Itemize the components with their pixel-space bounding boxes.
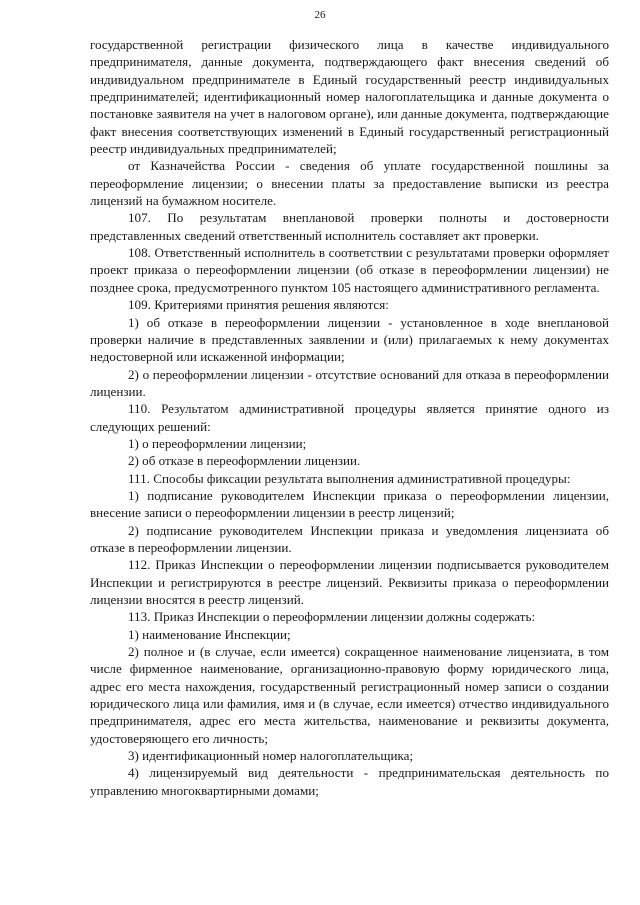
paragraph-108: 108. Ответственный исполнитель в соответствии с результатами проверки оформляет проект приказа о переоформлении лицензии (об отказе в переоформлении лицензии) не позднее срока, предусмотренного пунктом 105 настоящего административного регламента.: [90, 245, 609, 295]
document-body: [90, 36, 609, 799]
paragraph-continuation: государственной регистрации физического лица в качестве индивидуального предпринимателя, данные документа, подтверждающего факт внесения сведений об индивидуальном предпринимателе в Единый государственный реестр индивидуальных предпринимателей; идентификационный номер налогоплательщика и данные документа о постановке заявителя на учет в налоговом органе), или данные документа, подтверждающие факт внесения соответствующих изменений в Единый государственный регистрационный реестр индивидуальных предпринимателей;: [90, 37, 609, 157]
list-item: 1) наименование Инспекции;: [128, 626, 291, 642]
list-item: 1) подписание руководителем Инспекции приказа о переоформлении лицензии, внесение записи о переоформлении лицензии в реестр лицензий;: [90, 487, 609, 521]
list-item: 2) полное и (в случае, если имеется) сокращенное наименование лицензиата, в том числе фирменное наименование, организационно-правовую форму юридического лица, адрес его места нахождения, государственный регистрационный номер записи о создании юридического лица или фамилия, имя и (в случае, если имеется) отчество индивидуального предпринимателя, адрес его места жительства, наименование и реквизиты документа, удостоверяющего его личность;: [90, 644, 609, 746]
list-item: 3) идентификационный номер налогоплательщика;: [128, 748, 414, 764]
paragraph-112: 112. Приказ Инспекции о переоформлении лицензии подписывается руководителем Инспекции и регистрируются в реестре лицензий. Реквизиты приказа о переоформлении лицензии вносятся в реестр лицензий.: [90, 557, 609, 607]
paragraph-109: 109. Критериями принятия решения являются:: [128, 297, 389, 313]
list-item: 1) о переоформлении лицензии;: [128, 435, 307, 451]
paragraph-107: 107. По результатам внеплановой проверки полноты и достоверности представленных сведений ответственный исполнитель составляет акт проверки.: [90, 210, 609, 243]
list-item: 1) об отказе в переоформлении лицензии - установленное в ходе внеплановой проверки наличие в представленных заявлении и (или) прилагаемых к нему документах недостоверной или искаженной информации;: [90, 314, 609, 365]
page-number: 26: [314, 9, 326, 21]
list-item: 2) подписание руководителем Инспекции приказа и уведомления лицензиата об отказе в переоформлении лицензии.: [90, 522, 609, 555]
paragraph-113: 113. Приказ Инспекции о переоформлении лицензии должны содержать:: [128, 609, 536, 625]
paragraph-110: 110. Результатом административной процедуры является принятие одного из следующих решений:: [90, 401, 609, 434]
list-item: 4) лицензируемый вид деятельности - предпринимательская деятельность по управлению многоквартирными домами;: [90, 765, 609, 798]
paragraph: от Казначейства России - сведения об уплате государственной пошлины за переоформление лицензии; о внесении платы за предоставление выписки из реестра лицензий на бумажном носителе.: [90, 158, 609, 209]
list-item: 2) о переоформлении лицензии - отсутствие оснований для отказа в переоформлении лицензии.: [90, 366, 609, 399]
list-item: 2) об отказе в переоформлении лицензии.: [128, 453, 361, 469]
paragraph-111: 111. Способы фиксации результата выполнения административной процедуры:: [128, 470, 571, 486]
